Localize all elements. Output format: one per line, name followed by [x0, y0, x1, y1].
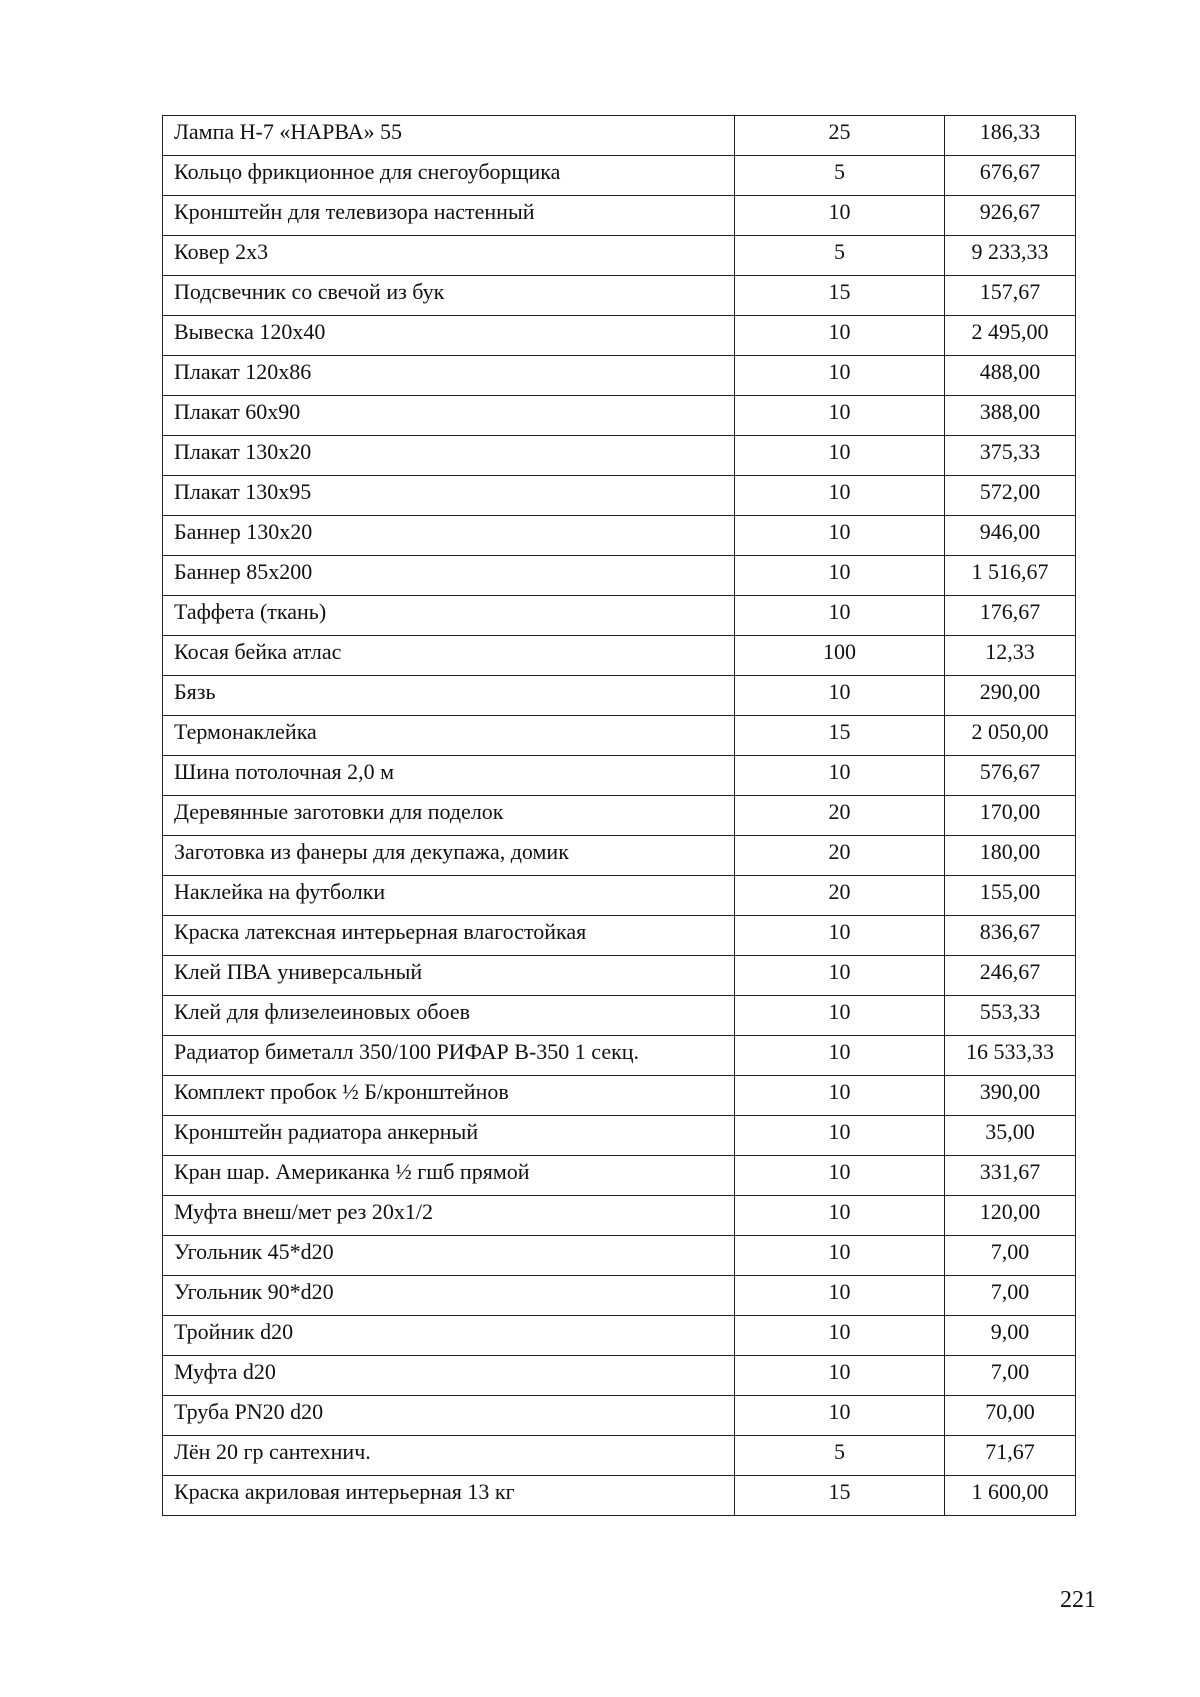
item-name-cell: Наклейка на футболки — [163, 876, 735, 916]
item-price-cell: 375,33 — [945, 436, 1076, 476]
item-quantity-cell: 10 — [735, 476, 945, 516]
item-price-cell: 9,00 — [945, 1316, 1076, 1356]
table-row — [163, 676, 1076, 716]
item-price-cell: 170,00 — [945, 796, 1076, 836]
item-quantity-cell: 15 — [735, 1476, 945, 1516]
item-price-cell: 120,00 — [945, 1196, 1076, 1236]
item-quantity-cell: 10 — [735, 316, 945, 356]
item-price-cell: 7,00 — [945, 1276, 1076, 1316]
table-row — [163, 1116, 1076, 1156]
table-row — [163, 1156, 1076, 1196]
item-name-cell: Радиатор биметалл 350/100 РИФАР В-350 1 секц. — [163, 1036, 735, 1076]
item-name-cell: Заготовка из фанеры для декупажа, домик — [163, 836, 735, 876]
table-row — [163, 436, 1076, 476]
item-name-cell: Клей для флизелеиновых обоев — [163, 996, 735, 1036]
item-quantity-cell: 10 — [735, 996, 945, 1036]
items-table-body — [163, 116, 1076, 1516]
item-name-cell: Кран шар. Американка ½ гшб прямой — [163, 1156, 735, 1196]
item-price-cell: 572,00 — [945, 476, 1076, 516]
item-price-cell: 290,00 — [945, 676, 1076, 716]
item-price-cell: 155,00 — [945, 876, 1076, 916]
item-price-cell: 71,67 — [945, 1436, 1076, 1476]
item-quantity-cell: 100 — [735, 636, 945, 676]
item-quantity-cell: 10 — [735, 396, 945, 436]
item-quantity-cell: 15 — [735, 276, 945, 316]
item-name-cell: Муфта внеш/мет рез 20х1/2 — [163, 1196, 735, 1236]
item-quantity-cell: 10 — [735, 1356, 945, 1396]
item-name-cell: Баннер 130х20 — [163, 516, 735, 556]
table-row — [163, 1236, 1076, 1276]
item-name-cell: Баннер 85х200 — [163, 556, 735, 596]
table-row — [163, 1036, 1076, 1076]
items-table — [162, 115, 1076, 1516]
table-row — [163, 476, 1076, 516]
item-quantity-cell: 10 — [735, 596, 945, 636]
table-row — [163, 716, 1076, 756]
table-row — [163, 1396, 1076, 1436]
item-name-cell: Бязь — [163, 676, 735, 716]
item-price-cell: 1 600,00 — [945, 1476, 1076, 1516]
item-quantity-cell: 20 — [735, 876, 945, 916]
table-row — [163, 1276, 1076, 1316]
item-quantity-cell: 10 — [735, 1156, 945, 1196]
item-price-cell: 35,00 — [945, 1116, 1076, 1156]
item-price-cell: 836,67 — [945, 916, 1076, 956]
item-price-cell: 946,00 — [945, 516, 1076, 556]
table-row — [163, 1316, 1076, 1356]
item-name-cell: Плакат 130х20 — [163, 436, 735, 476]
item-quantity-cell: 5 — [735, 236, 945, 276]
item-quantity-cell: 10 — [735, 516, 945, 556]
item-price-cell: 926,67 — [945, 196, 1076, 236]
item-name-cell: Клей ПВА универсальный — [163, 956, 735, 996]
table-row — [163, 796, 1076, 836]
item-price-cell: 676,67 — [945, 156, 1076, 196]
item-name-cell: Лампа Н-7 «НАРВА» 55 — [163, 116, 735, 156]
table-row — [163, 1196, 1076, 1236]
item-name-cell: Лён 20 гр сантехнич. — [163, 1436, 735, 1476]
item-quantity-cell: 25 — [735, 116, 945, 156]
item-name-cell: Косая бейка атлас — [163, 636, 735, 676]
item-name-cell: Краска акриловая интерьерная 13 кг — [163, 1476, 735, 1516]
item-quantity-cell: 10 — [735, 1036, 945, 1076]
item-name-cell: Плакат 60х90 — [163, 396, 735, 436]
table-row — [163, 236, 1076, 276]
table-row — [163, 996, 1076, 1036]
item-name-cell: Комплект пробок ½ Б/кронштейнов — [163, 1076, 735, 1116]
item-quantity-cell: 10 — [735, 956, 945, 996]
table-row — [163, 156, 1076, 196]
item-name-cell: Шина потолочная 2,0 м — [163, 756, 735, 796]
table-row — [163, 516, 1076, 556]
item-name-cell: Подсвечник со свечой из бук — [163, 276, 735, 316]
item-name-cell: Плакат 130х95 — [163, 476, 735, 516]
table-row — [163, 956, 1076, 996]
item-price-cell: 70,00 — [945, 1396, 1076, 1436]
table-row — [163, 1076, 1076, 1116]
item-quantity-cell: 10 — [735, 356, 945, 396]
table-row — [163, 636, 1076, 676]
page-number: 221 — [1060, 1587, 1096, 1613]
item-quantity-cell: 5 — [735, 156, 945, 196]
item-price-cell: 12,33 — [945, 636, 1076, 676]
item-name-cell: Труба PN20 d20 — [163, 1396, 735, 1436]
item-name-cell: Плакат 120х86 — [163, 356, 735, 396]
item-name-cell: Угольник 90*d20 — [163, 1276, 735, 1316]
item-price-cell: 180,00 — [945, 836, 1076, 876]
item-price-cell: 16 533,33 — [945, 1036, 1076, 1076]
item-name-cell: Кронштейн для телевизора настенный — [163, 196, 735, 236]
table-row — [163, 116, 1076, 156]
item-price-cell: 390,00 — [945, 1076, 1076, 1116]
table-row — [163, 836, 1076, 876]
item-name-cell: Таффета (ткань) — [163, 596, 735, 636]
table-row — [163, 596, 1076, 636]
item-price-cell: 2 050,00 — [945, 716, 1076, 756]
table-row — [163, 756, 1076, 796]
item-price-cell: 7,00 — [945, 1236, 1076, 1276]
item-name-cell: Кольцо фрикционное для снегоуборщика — [163, 156, 735, 196]
item-name-cell: Угольник 45*d20 — [163, 1236, 735, 1276]
item-quantity-cell: 10 — [735, 1076, 945, 1116]
item-quantity-cell: 15 — [735, 716, 945, 756]
table-row — [163, 316, 1076, 356]
item-quantity-cell: 10 — [735, 1196, 945, 1236]
item-price-cell: 388,00 — [945, 396, 1076, 436]
item-name-cell: Тройник d20 — [163, 1316, 735, 1356]
table-row — [163, 196, 1076, 236]
table-row — [163, 276, 1076, 316]
item-quantity-cell: 10 — [735, 756, 945, 796]
item-quantity-cell: 10 — [735, 196, 945, 236]
item-price-cell: 1 516,67 — [945, 556, 1076, 596]
item-quantity-cell: 10 — [735, 1116, 945, 1156]
item-name-cell: Термонаклейка — [163, 716, 735, 756]
item-price-cell: 2 495,00 — [945, 316, 1076, 356]
item-name-cell: Кронштейн радиатора анкерный — [163, 1116, 735, 1156]
item-name-cell: Ковер 2х3 — [163, 236, 735, 276]
item-quantity-cell: 10 — [735, 1396, 945, 1436]
item-price-cell: 553,33 — [945, 996, 1076, 1036]
item-name-cell: Деревянные заготовки для поделок — [163, 796, 735, 836]
table-row — [163, 916, 1076, 956]
item-price-cell: 488,00 — [945, 356, 1076, 396]
item-price-cell: 176,67 — [945, 596, 1076, 636]
item-price-cell: 157,67 — [945, 276, 1076, 316]
item-quantity-cell: 20 — [735, 836, 945, 876]
item-quantity-cell: 10 — [735, 1316, 945, 1356]
table-row — [163, 1356, 1076, 1396]
item-quantity-cell: 10 — [735, 1236, 945, 1276]
item-name-cell: Муфта d20 — [163, 1356, 735, 1396]
item-name-cell: Краска латексная интерьерная влагостойкая — [163, 916, 735, 956]
table-row — [163, 356, 1076, 396]
table-row — [163, 876, 1076, 916]
item-price-cell: 331,67 — [945, 1156, 1076, 1196]
item-name-cell: Вывеска 120х40 — [163, 316, 735, 356]
item-quantity-cell: 10 — [735, 916, 945, 956]
table-row — [163, 556, 1076, 596]
item-price-cell: 576,67 — [945, 756, 1076, 796]
item-quantity-cell: 10 — [735, 556, 945, 596]
item-quantity-cell: 20 — [735, 796, 945, 836]
table-row — [163, 396, 1076, 436]
item-quantity-cell: 10 — [735, 1276, 945, 1316]
item-quantity-cell: 10 — [735, 676, 945, 716]
item-quantity-cell: 10 — [735, 436, 945, 476]
item-price-cell: 7,00 — [945, 1356, 1076, 1396]
item-price-cell: 9 233,33 — [945, 236, 1076, 276]
item-price-cell: 246,67 — [945, 956, 1076, 996]
item-quantity-cell: 5 — [735, 1436, 945, 1476]
table-row — [163, 1476, 1076, 1516]
item-price-cell: 186,33 — [945, 116, 1076, 156]
table-row — [163, 1436, 1076, 1476]
